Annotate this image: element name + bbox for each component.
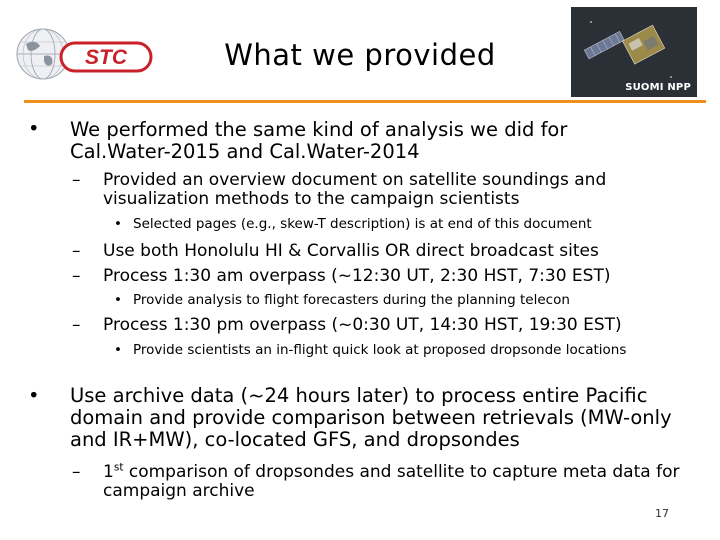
bullet-1-text: We performed the same kind of analysis we did for Cal.Water-2015 and Cal.Water-2014	[70, 118, 568, 163]
bullet-1-2-text: Use both Honolulu HI & Corvallis OR direct broadcast sites	[103, 241, 599, 261]
bullet-1-1-1-text: Selected pages (e.g., skew-T description) is at end of this document	[133, 216, 592, 232]
bullet-1-4-text: Process 1:30 pm overpass (~0:30 UT, 14:30 HST, 19:30 EST)	[103, 315, 622, 335]
bullet-1-2-marker: –	[72, 241, 81, 261]
bullet-2-text: Use archive data (~24 hours later) to process entire Pacific domain and provide comparison between retrievals (MW-only and IR+MW), co-located GFS, and dropsondes	[70, 384, 672, 451]
slide-title: What we provided	[224, 38, 496, 72]
bullet-1-3-marker: –	[72, 266, 81, 286]
bullet-1-1-marker: –	[72, 170, 81, 190]
bullet-2-1-text	[103, 463, 683, 501]
bullet-1-1-1-marker: •	[114, 216, 122, 232]
stc-logo-text: STC	[85, 46, 127, 69]
bullet-2-1-body: comparison of dropsondes and satellite to capture meta data for campaign archive	[103, 462, 680, 501]
bullet-2-marker: •	[28, 384, 40, 407]
page-number: 17	[655, 507, 669, 520]
bullet-1-1-text: Provided an overview document on satellite soundings and visualization methods to the campaign scientists	[103, 170, 607, 209]
bullet-1-4-1-text: Provide scientists an in-flight quick look at proposed dropsonde locations	[133, 342, 627, 358]
suomi-npp-label: SUOMI NPP	[625, 82, 691, 93]
bullet-1-3-1-text: Provide analysis to flight forecasters during the planning telecon	[133, 292, 570, 308]
bullet-2-1-ordinal: 1	[103, 462, 114, 482]
bullet-1-4-1-marker: •	[114, 342, 122, 358]
bullet-1-3-text: Process 1:30 am overpass (~12:30 UT, 2:30 HST, 7:30 EST)	[103, 266, 611, 286]
bullet-1-4-marker: –	[72, 315, 81, 335]
bullet-2-1-marker: –	[72, 462, 81, 482]
bullet-2-1-superscript: st	[113, 461, 124, 474]
bullet-1-marker: •	[28, 117, 40, 140]
bullet-1-3-1-marker: •	[114, 292, 122, 308]
